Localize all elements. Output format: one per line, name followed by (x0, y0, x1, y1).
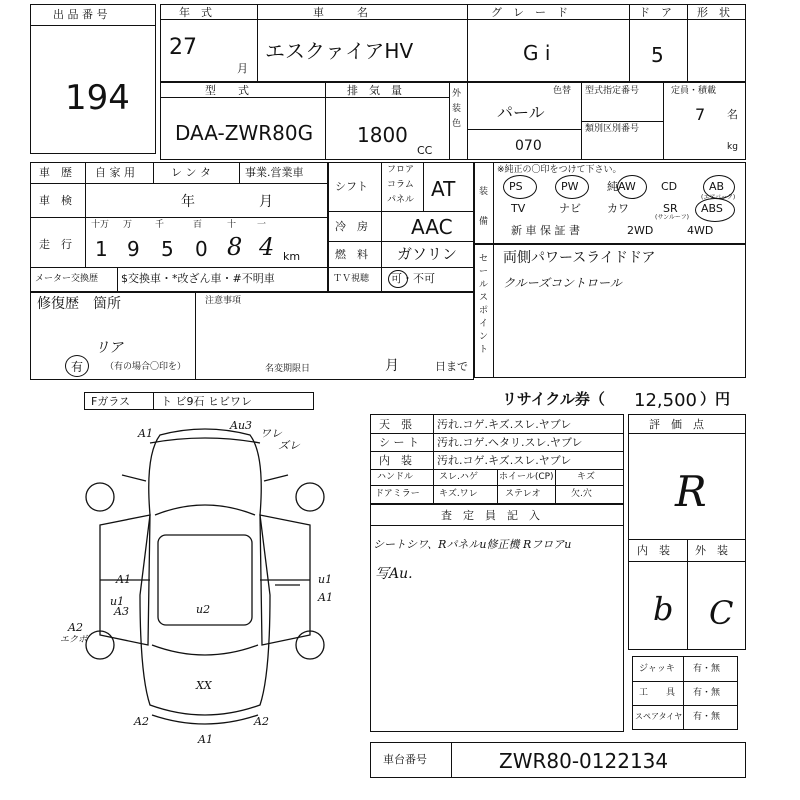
mileage-digit: 1 (95, 237, 108, 261)
repair-block (30, 292, 474, 380)
repair-has-circle (65, 355, 89, 377)
equip-2wd: 2WD (627, 224, 654, 237)
displacement-label: 排 気 量 (347, 84, 402, 97)
equipment-note: ※純正の〇印をつけて下さい。 (497, 165, 622, 175)
tool-item: 工 具 (639, 688, 676, 698)
grade-interior-label: 内 装 (637, 544, 670, 557)
grade-label: 評 価 点 (649, 418, 704, 431)
ps-circle (503, 175, 537, 199)
equipment-label: 装備 (479, 187, 489, 227)
wheel-front-right (296, 483, 324, 511)
mileage-unit-100: 百 (193, 220, 203, 230)
interior-item: シ ー ト (379, 436, 419, 449)
tv-label: ＴＶ視聴 (333, 274, 370, 284)
interior-item: 天 張 (379, 418, 412, 431)
repair-note: （有の場合〇印を） (105, 362, 187, 372)
chassis-label: 車台番号 (383, 753, 427, 766)
grade-block (628, 414, 746, 650)
wheel-front-left (86, 483, 114, 511)
mileage-unit-1: 一 (257, 220, 267, 230)
tool-item: スペアタイヤ (635, 712, 683, 721)
history-opt-business: 事業.営業車 (245, 166, 304, 179)
chassis-block (370, 742, 746, 778)
equip-ab: AB (709, 180, 725, 193)
inspector-block (370, 504, 624, 732)
mileage-km: km (283, 250, 301, 263)
grade-interior: b (653, 590, 674, 628)
sales-point-text1: 両側パワースライドドア (503, 250, 656, 266)
glass-value: ト ビ9石 ヒビワレ (161, 395, 252, 408)
interior-item: 内 装 (379, 454, 412, 467)
equip-ab-sub: (エアバック) (701, 194, 736, 201)
equipment-block (474, 162, 746, 244)
shift-opt-panel: パネル (387, 195, 415, 205)
interior-opts: 汚れ.コゲ.キズ.スレ.ヤブレ (437, 454, 572, 467)
repair-has: 有 (71, 360, 84, 374)
shift-label: シフト (335, 180, 368, 193)
mark-shift: ズレ (278, 439, 300, 452)
equip-cd: CD (661, 180, 678, 193)
grade-exterior: C (709, 594, 734, 632)
mileage-label: 走 行 (39, 238, 72, 251)
tv-options: 可・不可 (391, 272, 435, 285)
mirror-right (264, 475, 288, 481)
glass-label: Fガラス (91, 395, 130, 408)
mark-left-a3: A3 (114, 605, 129, 618)
shift-opt-floor: フロア (387, 165, 415, 175)
type-designation-label: 型式指定番号 (585, 86, 640, 96)
drive-block (328, 162, 474, 292)
tool-val: 有・無 (693, 664, 721, 674)
shape-label: 形 状 (697, 6, 730, 19)
interior-table (370, 414, 624, 504)
type-label: 型 式 (205, 84, 249, 97)
mark-bottom-a1: A1 (198, 733, 213, 746)
lot-number: 194 (65, 78, 130, 118)
pw-circle (555, 175, 589, 199)
shift-value: AT (431, 177, 456, 201)
mark-rear-left-a2: A2 (134, 715, 149, 728)
spec-row (160, 82, 746, 160)
remarks-month: 月 (385, 358, 399, 374)
interior-opts: 汚れ.コゲ.ヘタリ.スレ.ヤブレ (437, 436, 583, 449)
mileage-unit-10: 十 (227, 220, 237, 230)
stereo-label: ステレオ (505, 489, 541, 499)
mark-right-u1: u1 (318, 573, 333, 586)
shift-opt-column: コラム (387, 180, 414, 190)
history-label: 車 歴 (39, 166, 72, 179)
mileage-digit: 4 (259, 233, 275, 261)
mark-right-a1: A1 (318, 591, 333, 604)
fuel-label: 燃 料 (335, 248, 368, 261)
inspector-line1: シートシワ、Rパネルu修正機 Rフロアu (373, 538, 572, 551)
missing-label: 欠.穴 (571, 489, 592, 499)
grade-label: グ レ ー ド (491, 6, 568, 19)
displacement-value: 1800 (357, 123, 408, 147)
mark-rear-right-a2: A2 (254, 715, 269, 728)
equip-ps: PS (509, 180, 523, 193)
remarks-deadline-label: 名変期限日 (265, 364, 311, 374)
repair-label: 修復歴 箇所 (37, 296, 121, 312)
year-value: 27 (169, 35, 197, 60)
mileage-unit-100k: 十万 (91, 220, 110, 230)
capacity-unit: 名 (727, 108, 738, 121)
aw-circle (617, 175, 647, 199)
mark-crack: ワレ (260, 427, 282, 440)
color-swap-label: 色替 (553, 86, 572, 96)
mileage-unit-10k: 万 (123, 220, 133, 230)
car-diagram (60, 415, 350, 755)
equip-4wd: 4WD (687, 224, 714, 237)
color-label: 外装色 (452, 89, 462, 129)
sales-point-block (474, 244, 746, 378)
inspection-month: 月 (259, 194, 273, 210)
capacity-value: 7 (695, 105, 706, 124)
model-label: 車 名 (313, 6, 368, 19)
sales-point-label: セールスポイント (479, 254, 489, 355)
equip-leather: カワ (607, 202, 629, 215)
capacity-kg: kg (727, 142, 738, 152)
rear-bumper (152, 715, 258, 724)
equip-sr: SR (663, 202, 678, 215)
ac-label: 冷 房 (335, 220, 368, 233)
car-name: エスクァイアHV (265, 39, 414, 63)
lot-label: 出 品 番 号 (53, 8, 108, 21)
remarks-day: 日まで (435, 360, 468, 373)
capacity-label: 定員・積載 (671, 86, 717, 96)
equip-navi: ナビ (559, 202, 581, 215)
car-rear-window (152, 645, 258, 655)
equip-sr-sub: (サンルーフ) (655, 214, 689, 221)
recycle-suffix: ）円 (700, 390, 731, 408)
mileage-unit-1k: 千 (155, 220, 165, 230)
mark-dent: エクボ (60, 635, 88, 645)
sales-point-text2: クルーズコントロール (503, 276, 622, 290)
interior-opts: 汚れ.コゲ.キズ.スレ.ヤブレ (437, 418, 572, 431)
month-unit: 月 (237, 62, 248, 75)
mileage-digit: 5 (161, 237, 174, 261)
history-opt-private: 自 家 用 (95, 166, 135, 179)
doors-label: ド ア (639, 6, 672, 19)
car-windshield (155, 505, 255, 515)
mirror-left (122, 475, 146, 481)
equip-warranty: 新 車 保 証 書 (511, 224, 580, 237)
history-opt-rental: レ ン タ (171, 166, 211, 179)
equip-aw: 純AW (607, 180, 636, 193)
fuel-value: ガソリン (397, 245, 458, 263)
tools-block (632, 656, 738, 730)
car-body (140, 429, 270, 715)
remarks-label: 注意事項 (205, 296, 242, 306)
header-row (160, 4, 746, 82)
handle-opts: スレ.ハゲ (439, 472, 478, 482)
history-block (30, 162, 328, 292)
grade-value: G i (523, 41, 551, 65)
mark-rear-xx: XX (196, 679, 212, 692)
glass-block (84, 392, 314, 410)
mirror-label: ドアミラー (375, 489, 420, 499)
mark-roof-u2: u2 (196, 603, 211, 616)
type-value: DAA-ZWR80G (175, 121, 314, 145)
meter-options: $交換車・*改ざん車・#不明車 (121, 272, 275, 285)
mirror-opts: キズ.ワレ (439, 489, 478, 499)
front-bumper (150, 438, 260, 443)
mileage-digit: 9 (127, 237, 140, 261)
meter-label: メーター交換歴 (35, 274, 99, 284)
lot-box (30, 4, 156, 154)
mileage-digit: 0 (195, 237, 208, 261)
color-code: 070 (515, 138, 542, 154)
inspector-label: 査 定 員 記 入 (441, 509, 540, 522)
mark-front-au3: Au3 (230, 419, 253, 432)
mark-rear-a2: A2 (68, 621, 83, 634)
mark-front-a1: A1 (138, 427, 153, 440)
handle-label: ハンドル (377, 472, 414, 482)
grade-exterior-label: 外 装 (695, 544, 728, 557)
doors-value: 5 (651, 43, 664, 67)
repair-note-hw: リア (95, 340, 123, 356)
equip-tv: TV (511, 202, 526, 215)
inspector-line2: 写Au. (375, 566, 413, 582)
year-label: 年 式 (179, 6, 212, 19)
class-label: 類別区別番号 (585, 124, 640, 134)
abs-circle (695, 198, 735, 222)
tv-circle (388, 270, 408, 288)
mark-left-u1: u1 (110, 595, 125, 608)
recycle-label: リサイクル券（ (502, 390, 605, 408)
chassis-value: ZWR80-0122134 (499, 749, 669, 773)
displacement-unit: CC (417, 144, 433, 157)
equip-abs: ABS (701, 202, 723, 215)
scratch-label: キズ (577, 472, 595, 482)
recycle-value: 12,500 (634, 390, 697, 411)
ac-value: AAC (411, 215, 453, 239)
grade-score: R (675, 467, 707, 516)
inspection-year: 年 (181, 194, 195, 210)
equip-pw: PW (561, 180, 579, 193)
tool-item: ジャッキ (639, 664, 675, 674)
tool-val: 有・無 (693, 688, 721, 698)
ab-circle (703, 175, 735, 199)
mark-left-a1: A1 (116, 573, 131, 586)
inspection-label: 車 検 (39, 194, 72, 207)
mileage-digit: 8 (227, 233, 243, 261)
tool-val: 有・無 (693, 712, 721, 722)
wheel-label: ホイール(CP) (499, 472, 554, 482)
color-value: パール (497, 103, 545, 122)
